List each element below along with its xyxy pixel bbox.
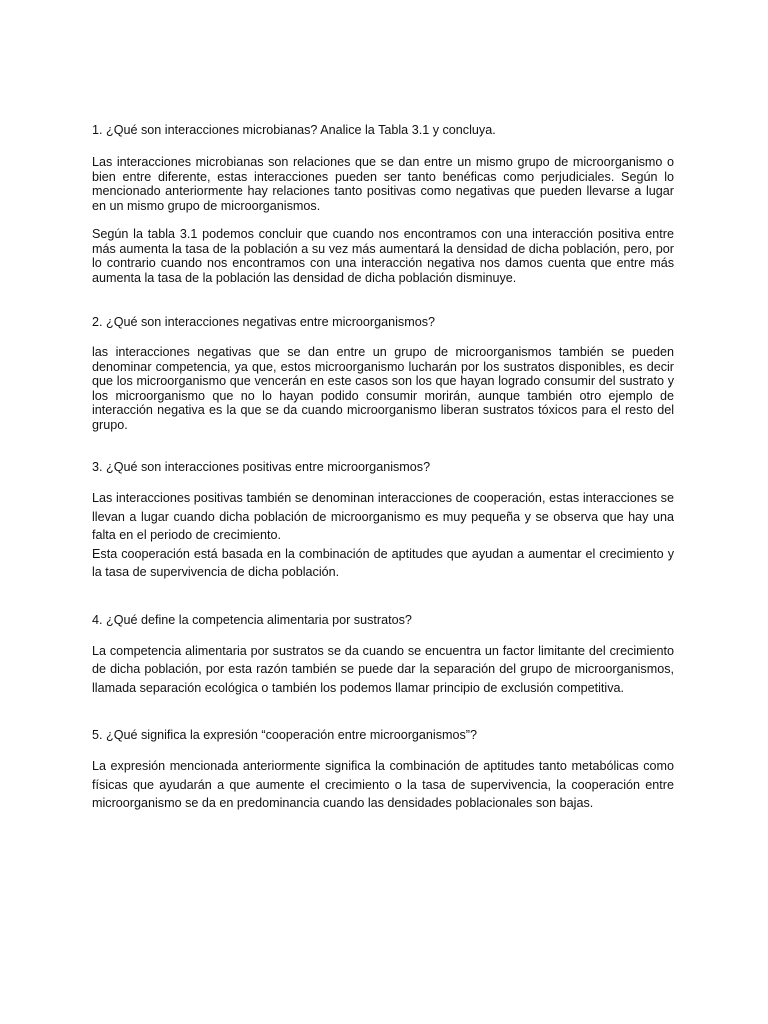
answer-1-paragraph-1: Las interacciones microbianas son relaciones que se dan entre un mismo grupo de microorganismo o bien entre diferente, estas interacciones pueden ser tanto benéficas como perjudiciales. Según lo mencionado anteriormente hay relaciones tanto positivas como negativas que pueden llevarse a lugar en un mismo grupo de microorganismos. <box>92 155 674 213</box>
answer-5-paragraph-1: La expresión mencionada anteriormente significa la combinación de aptitudes tanto metabólicas como físicas que ayudarán a que aumente el crecimiento o la tasa de supervivencia, la cooperación entre microorganismo se da en predominancia cuando las densidades poblacionales son bajas. <box>92 759 674 810</box>
question-2-heading: 2. ¿Qué son interacciones negativas entre microorganismos? <box>92 315 436 329</box>
question-1-heading: 1. ¿Qué son interacciones microbianas? Analice la Tabla 3.1 y concluya. <box>92 123 496 137</box>
question-3-heading: 3. ¿Qué son interacciones positivas entre microorganismos? <box>92 460 431 474</box>
answer-1-paragraph-2: Según la tabla 3.1 podemos concluir que cuando nos encontramos con una interacción positiva entre más aumenta la tasa de la población a su vez más aumentará la densidad de dicha población, pero, por lo contrario cuando nos encontramos con una interacción negativa nos damos cuenta que entre más aumenta la tasa de la población las densidad de dicha población disminuye. <box>92 227 674 285</box>
answer-3-paragraph-2: Esta cooperación está basada en la combinación de aptitudes que ayudan a aumentar el crecimiento y la tasa de supervivencia de dicha población. <box>92 546 674 579</box>
answer-3-paragraph-1: Las interacciones positivas también se denominan interacciones de cooperación, estas interacciones se llevan a lugar cuando dicha población de microorganismo es muy pequeña y se observa que hay una falta en el periodo de crecimiento. <box>92 491 674 542</box>
question-5-heading: 5. ¿Qué significa la expresión “cooperación entre microorganismos”? <box>92 728 477 742</box>
answer-2-paragraph-1: las interacciones negativas que se dan entre un grupo de microorganismos también se pueden denominar competencia, ya que, estos microorganismo lucharán por los sustratos disponibles, es decir que los microorganismo que vencerán en este casos son los que hayan logrado consumir del sustrato y los microorganismo que no lo hayan podido consumir morirán, aunque también otro ejemplo de interacción negativa es la que se da cuando microorganismo liberan sustratos tóxicos para el resto del grupo. <box>92 345 674 432</box>
document-page <box>92 122 674 813</box>
question-4-heading: 4. ¿Qué define la competencia alimentaria por sustratos? <box>92 612 412 627</box>
answer-4-paragraph-1: La competencia alimentaria por sustratos se da cuando se encuentra un factor limitante del crecimiento de dicha población, por esta razón también se puede dar la separación del grupo de microorganismos, llamada separación ecológica o también los podemos llamar principio de exclusión competitiva. <box>92 643 674 695</box>
